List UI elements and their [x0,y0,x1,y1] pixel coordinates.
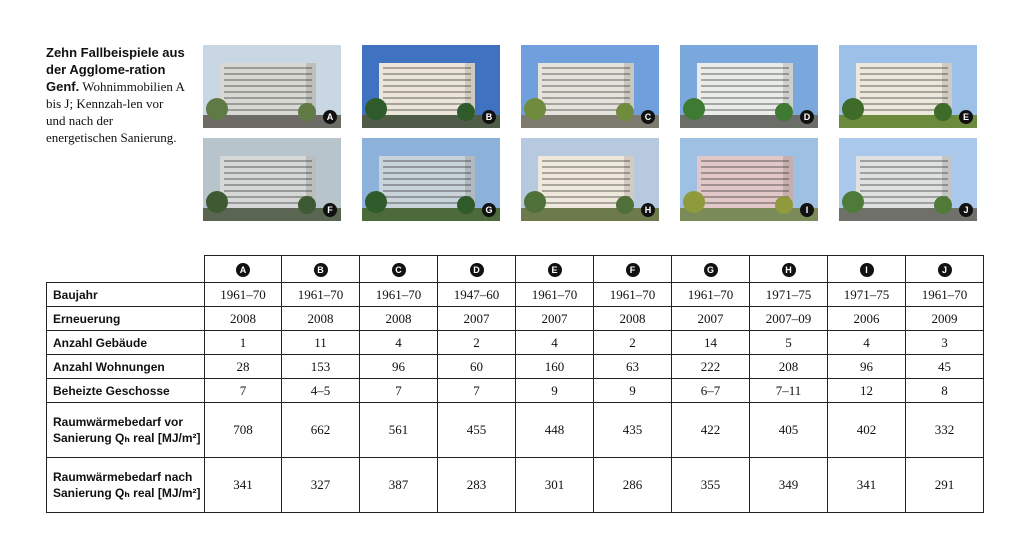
header-blank-cell [47,256,205,283]
table-cell: 5 [750,331,828,355]
table-row [47,283,984,307]
table-cell: 341 [205,458,282,513]
column-header-d [438,256,516,283]
table-cell: 1971–75 [750,283,828,307]
row-label: Anzahl Wohnungen [47,355,205,379]
table-cell: 7 [205,379,282,403]
photo-badge: A [323,110,337,124]
row-label: Beheizte Geschosse [47,379,205,403]
table-cell: 153 [282,355,360,379]
column-header-e [516,256,594,283]
column-header-f [594,256,672,283]
table-cell: 1961–70 [516,283,594,307]
building-photo-f [203,138,341,221]
photo-badge: J [959,203,973,217]
table-cell: 355 [672,458,750,513]
table-cell: 2006 [828,307,906,331]
table-cell: 387 [360,458,438,513]
table-cell: 435 [594,403,672,458]
table-cell: 561 [360,403,438,458]
caption-title: Zehn Fallbeispiele aus der Agglome-ration Genf. [46,45,185,94]
table-cell: 2 [438,331,516,355]
table-cell: 4–5 [282,379,360,403]
column-header-g [672,256,750,283]
column-header-c [360,256,438,283]
column-header-j [906,256,984,283]
table-cell: 60 [438,355,516,379]
table-cell: 2008 [360,307,438,331]
table-cell: 708 [205,403,282,458]
column-badge: I [860,263,874,277]
table-cell: 1 [205,331,282,355]
table-cell: 402 [828,403,906,458]
column-header-b [282,256,360,283]
table-cell: 1961–70 [672,283,750,307]
table-cell: 1971–75 [828,283,906,307]
table-cell: 14 [672,331,750,355]
building-photo-d [680,45,818,128]
table-cell: 3 [906,331,984,355]
column-badge: D [470,263,484,277]
table-cell: 301 [516,458,594,513]
table-cell: 28 [205,355,282,379]
row-label: Raumwärmebedarf vor Sanierung Qₕ real [MJ/m²] [47,403,205,458]
table-cell: 2007 [438,307,516,331]
table-cell: 7 [438,379,516,403]
header-row [47,256,984,283]
building-photo-i [680,138,818,221]
caption [46,44,186,146]
column-header-i [828,256,906,283]
table-cell: 1961–70 [360,283,438,307]
table-cell: 9 [594,379,672,403]
table-cell: 4 [360,331,438,355]
column-badge: G [704,263,718,277]
table-cell: 2008 [205,307,282,331]
row-label: Erneuerung [47,307,205,331]
caption-text: Wohnimmobilien A bis J; Kennzah-len vor und nach der energetischen Sanierung. [46,79,185,145]
table-row [47,403,984,458]
table-cell: 341 [828,458,906,513]
table-cell: 7–11 [750,379,828,403]
table-cell: 2 [594,331,672,355]
table-row [47,458,984,513]
table-cell: 160 [516,355,594,379]
table-cell: 2007 [516,307,594,331]
table-cell: 286 [594,458,672,513]
building-photo-h [521,138,659,221]
data-table [46,255,984,513]
column-header-a [205,256,282,283]
table-cell: 2008 [282,307,360,331]
photo-badge: F [323,203,337,217]
photo-badge: G [482,203,496,217]
building-photo-e [839,45,977,128]
table-cell: 12 [828,379,906,403]
photo-badge: I [800,203,814,217]
table-cell: 45 [906,355,984,379]
column-badge: A [236,263,250,277]
photo-badge: C [641,110,655,124]
photo-badge: B [482,110,496,124]
photo-badge: D [800,110,814,124]
table-cell: 2008 [594,307,672,331]
table-cell: 2007–09 [750,307,828,331]
table-cell: 9 [516,379,594,403]
column-header-h [750,256,828,283]
row-label: Raumwärmebedarf nach Sanierung Qₕ real [MJ/m²] [47,458,205,513]
photo-grid [203,45,977,221]
building-photo-b [362,45,500,128]
building-photo-j [839,138,977,221]
table-cell: 455 [438,403,516,458]
column-badge: C [392,263,406,277]
table-cell: 332 [906,403,984,458]
table-cell: 2007 [672,307,750,331]
photo-badge: H [641,203,655,217]
table-cell: 1961–70 [282,283,360,307]
table-cell: 349 [750,458,828,513]
table-cell: 208 [750,355,828,379]
column-badge: F [626,263,640,277]
table-cell: 96 [828,355,906,379]
table-cell: 405 [750,403,828,458]
table-cell: 448 [516,403,594,458]
table-cell: 96 [360,355,438,379]
table-cell: 327 [282,458,360,513]
building-photo-a [203,45,341,128]
row-label: Baujahr [47,283,205,307]
column-badge: J [938,263,952,277]
table-cell: 1961–70 [906,283,984,307]
column-badge: B [314,263,328,277]
table-cell: 1947–60 [438,283,516,307]
table-row [47,355,984,379]
table-cell: 283 [438,458,516,513]
column-badge: H [782,263,796,277]
building-photo-g [362,138,500,221]
table-cell: 662 [282,403,360,458]
photo-badge: E [959,110,973,124]
table-cell: 222 [672,355,750,379]
table-row [47,379,984,403]
table-cell: 4 [516,331,594,355]
table-cell: 4 [828,331,906,355]
table-row [47,307,984,331]
table-cell: 7 [360,379,438,403]
table-cell: 291 [906,458,984,513]
table-cell: 1961–70 [205,283,282,307]
column-badge: E [548,263,562,277]
table-cell: 2009 [906,307,984,331]
row-label: Anzahl Gebäude [47,331,205,355]
table-cell: 63 [594,355,672,379]
table-cell: 1961–70 [594,283,672,307]
table-cell: 422 [672,403,750,458]
table-cell: 6–7 [672,379,750,403]
table-row [47,331,984,355]
building-photo-c [521,45,659,128]
table-cell: 11 [282,331,360,355]
table-cell: 8 [906,379,984,403]
